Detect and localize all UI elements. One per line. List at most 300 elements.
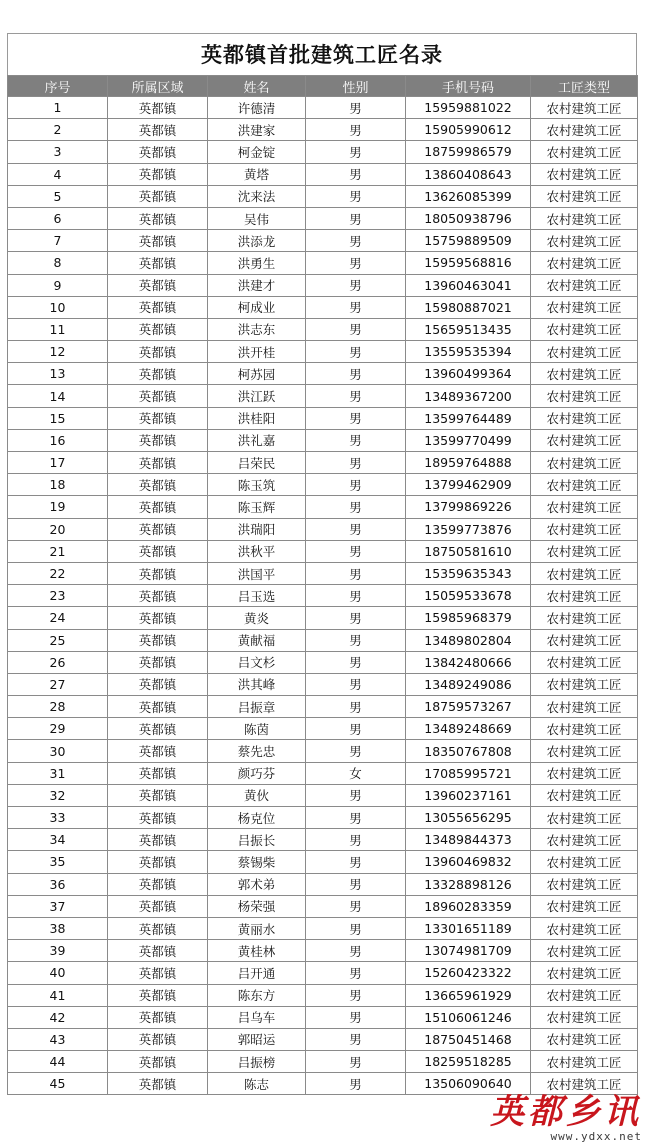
- cell-gender: 男: [306, 851, 406, 873]
- cell-craft-type: 农村建筑工匠: [531, 807, 638, 829]
- cell-region: 英都镇: [108, 962, 208, 984]
- cell-region: 英都镇: [108, 496, 208, 518]
- cell-craft-type: 农村建筑工匠: [531, 496, 638, 518]
- cell-name: 陈茵: [208, 718, 306, 740]
- cell-phone: 13665961929: [406, 984, 531, 1006]
- cell-name: 许德清: [208, 97, 306, 119]
- cell-name: 洪其峰: [208, 673, 306, 695]
- cell-name: 黄炎: [208, 607, 306, 629]
- cell-craft-type: 农村建筑工匠: [531, 740, 638, 762]
- table-row: [8, 429, 638, 451]
- table-row: [8, 185, 638, 207]
- cell-index: 23: [8, 585, 108, 607]
- cell-phone: 13860408643: [406, 163, 531, 185]
- cell-craft-type: 农村建筑工匠: [531, 851, 638, 873]
- cell-phone: 13489802804: [406, 629, 531, 651]
- cell-index: 28: [8, 696, 108, 718]
- cell-gender: 男: [306, 740, 406, 762]
- cell-region: 英都镇: [108, 651, 208, 673]
- table-row: [8, 518, 638, 540]
- cell-index: 12: [8, 341, 108, 363]
- cell-phone: 15759889509: [406, 230, 531, 252]
- cell-craft-type: 农村建筑工匠: [531, 163, 638, 185]
- cell-gender: 男: [306, 296, 406, 318]
- cell-craft-type: 农村建筑工匠: [531, 341, 638, 363]
- cell-name: 洪江跃: [208, 385, 306, 407]
- cell-name: 陈东方: [208, 984, 306, 1006]
- cell-region: 英都镇: [108, 185, 208, 207]
- cell-gender: 男: [306, 185, 406, 207]
- cell-craft-type: 农村建筑工匠: [531, 97, 638, 119]
- table-row: [8, 97, 638, 119]
- cell-phone: 13328898126: [406, 873, 531, 895]
- cell-region: 英都镇: [108, 97, 208, 119]
- cell-index: 18: [8, 474, 108, 496]
- cell-gender: 男: [306, 407, 406, 429]
- cell-craft-type: 农村建筑工匠: [531, 363, 638, 385]
- cell-index: 9: [8, 274, 108, 296]
- cell-index: 24: [8, 607, 108, 629]
- table-row: [8, 452, 638, 474]
- cell-region: 英都镇: [108, 230, 208, 252]
- cell-craft-type: 农村建筑工匠: [531, 1028, 638, 1050]
- cell-gender: 男: [306, 784, 406, 806]
- table-row: [8, 962, 638, 984]
- cell-phone: 13799462909: [406, 474, 531, 496]
- cell-region: 英都镇: [108, 762, 208, 784]
- cell-phone: 18259518285: [406, 1051, 531, 1073]
- cell-craft-type: 农村建筑工匠: [531, 429, 638, 451]
- table-row: [8, 1028, 638, 1050]
- column-header-gender: 性别: [306, 76, 406, 97]
- cell-gender: 男: [306, 452, 406, 474]
- cell-name: 吕振榜: [208, 1051, 306, 1073]
- watermark-logo: 英都乡讯: [490, 1092, 642, 1132]
- column-header-region: 所属区域: [108, 76, 208, 97]
- cell-index: 10: [8, 296, 108, 318]
- cell-craft-type: 农村建筑工匠: [531, 407, 638, 429]
- cell-index: 33: [8, 807, 108, 829]
- cell-craft-type: 农村建筑工匠: [531, 230, 638, 252]
- table-row: [8, 274, 638, 296]
- cell-name: 柯金锭: [208, 141, 306, 163]
- table-row: [8, 1006, 638, 1028]
- cell-region: 英都镇: [108, 629, 208, 651]
- cell-name: 洪志东: [208, 318, 306, 340]
- cell-craft-type: 农村建筑工匠: [531, 185, 638, 207]
- cell-region: 英都镇: [108, 1028, 208, 1050]
- cell-phone: 15359635343: [406, 562, 531, 584]
- cell-name: 陈志: [208, 1073, 306, 1095]
- cell-phone: 13301651189: [406, 917, 531, 939]
- table-row: [8, 940, 638, 962]
- cell-name: 黄丽水: [208, 917, 306, 939]
- cell-region: 英都镇: [108, 696, 208, 718]
- table-row: [8, 696, 638, 718]
- cell-craft-type: 农村建筑工匠: [531, 318, 638, 340]
- cell-phone: 13960469832: [406, 851, 531, 873]
- cell-region: 英都镇: [108, 141, 208, 163]
- cell-gender: 男: [306, 496, 406, 518]
- table-row: [8, 363, 638, 385]
- cell-name: 吕振长: [208, 829, 306, 851]
- cell-phone: 13960499364: [406, 363, 531, 385]
- cell-name: 洪礼嘉: [208, 429, 306, 451]
- cell-gender: 男: [306, 651, 406, 673]
- cell-name: 洪添龙: [208, 230, 306, 252]
- cell-region: 英都镇: [108, 252, 208, 274]
- cell-gender: 男: [306, 917, 406, 939]
- cell-index: 5: [8, 185, 108, 207]
- cell-craft-type: 农村建筑工匠: [531, 651, 638, 673]
- cell-phone: 18959764888: [406, 452, 531, 474]
- cell-phone: 13599770499: [406, 429, 531, 451]
- cell-index: 11: [8, 318, 108, 340]
- cell-phone: 13489249086: [406, 673, 531, 695]
- cell-phone: 15106061246: [406, 1006, 531, 1028]
- cell-phone: 13799869226: [406, 496, 531, 518]
- cell-index: 1: [8, 97, 108, 119]
- cell-index: 4: [8, 163, 108, 185]
- cell-region: 英都镇: [108, 163, 208, 185]
- cell-name: 郭术弟: [208, 873, 306, 895]
- cell-gender: 男: [306, 474, 406, 496]
- cell-name: 沈来法: [208, 185, 306, 207]
- cell-craft-type: 农村建筑工匠: [531, 585, 638, 607]
- cell-craft-type: 农村建筑工匠: [531, 829, 638, 851]
- table-row: [8, 784, 638, 806]
- table-row: [8, 585, 638, 607]
- table-row: [8, 296, 638, 318]
- cell-phone: 13489248669: [406, 718, 531, 740]
- cell-region: 英都镇: [108, 1006, 208, 1028]
- cell-name: 洪建才: [208, 274, 306, 296]
- cell-index: 13: [8, 363, 108, 385]
- cell-phone: 13960463041: [406, 274, 531, 296]
- cell-name: 吕荣民: [208, 452, 306, 474]
- cell-gender: 男: [306, 97, 406, 119]
- cell-index: 36: [8, 873, 108, 895]
- cell-phone: 13559535394: [406, 341, 531, 363]
- cell-region: 英都镇: [108, 807, 208, 829]
- table-row: [8, 718, 638, 740]
- cell-phone: 18759573267: [406, 696, 531, 718]
- cell-name: 黄献福: [208, 629, 306, 651]
- table-row: [8, 163, 638, 185]
- table-header: [8, 76, 638, 97]
- table-row: [8, 119, 638, 141]
- cell-craft-type: 农村建筑工匠: [531, 252, 638, 274]
- table-row: [8, 873, 638, 895]
- cell-index: 39: [8, 940, 108, 962]
- cell-gender: 男: [306, 585, 406, 607]
- cell-gender: 男: [306, 341, 406, 363]
- cell-gender: 男: [306, 629, 406, 651]
- cell-index: 38: [8, 917, 108, 939]
- column-header-name: 姓名: [208, 76, 306, 97]
- cell-craft-type: 农村建筑工匠: [531, 607, 638, 629]
- cell-phone: 15959881022: [406, 97, 531, 119]
- cell-index: 14: [8, 385, 108, 407]
- table-row: [8, 807, 638, 829]
- cell-craft-type: 农村建筑工匠: [531, 696, 638, 718]
- cell-phone: 18750451468: [406, 1028, 531, 1050]
- cell-region: 英都镇: [108, 429, 208, 451]
- cell-index: 7: [8, 230, 108, 252]
- cell-phone: 18960283359: [406, 895, 531, 917]
- cell-craft-type: 农村建筑工匠: [531, 474, 638, 496]
- cell-region: 英都镇: [108, 718, 208, 740]
- cell-name: 陈玉筑: [208, 474, 306, 496]
- cell-craft-type: 农村建筑工匠: [531, 873, 638, 895]
- cell-gender: 男: [306, 940, 406, 962]
- cell-phone: 18759986579: [406, 141, 531, 163]
- cell-gender: 男: [306, 607, 406, 629]
- cell-index: 16: [8, 429, 108, 451]
- table-body: [8, 97, 638, 1095]
- cell-name: 吕振章: [208, 696, 306, 718]
- table-row: [8, 562, 638, 584]
- cell-craft-type: 农村建筑工匠: [531, 962, 638, 984]
- table-row: [8, 407, 638, 429]
- cell-region: 英都镇: [108, 363, 208, 385]
- cell-gender: 男: [306, 895, 406, 917]
- cell-index: 27: [8, 673, 108, 695]
- cell-region: 英都镇: [108, 740, 208, 762]
- cell-phone: 13506090640: [406, 1073, 531, 1095]
- cell-gender: 男: [306, 1073, 406, 1095]
- cell-index: 22: [8, 562, 108, 584]
- craftsman-table: [7, 75, 638, 1095]
- table-row: [8, 917, 638, 939]
- cell-region: 英都镇: [108, 518, 208, 540]
- cell-phone: 15059533678: [406, 585, 531, 607]
- cell-craft-type: 农村建筑工匠: [531, 984, 638, 1006]
- column-header-craft-type: 工匠类型: [531, 76, 638, 97]
- cell-craft-type: 农村建筑工匠: [531, 718, 638, 740]
- table-row: [8, 895, 638, 917]
- cell-phone: 15985968379: [406, 607, 531, 629]
- cell-gender: 男: [306, 562, 406, 584]
- cell-region: 英都镇: [108, 784, 208, 806]
- cell-craft-type: 农村建筑工匠: [531, 1006, 638, 1028]
- cell-region: 英都镇: [108, 207, 208, 229]
- cell-craft-type: 农村建筑工匠: [531, 1051, 638, 1073]
- cell-index: 6: [8, 207, 108, 229]
- cell-index: 17: [8, 452, 108, 474]
- cell-phone: 13055656295: [406, 807, 531, 829]
- cell-craft-type: 农村建筑工匠: [531, 207, 638, 229]
- cell-index: 15: [8, 407, 108, 429]
- cell-index: 3: [8, 141, 108, 163]
- cell-name: 郭昭运: [208, 1028, 306, 1050]
- watermark: [490, 1094, 642, 1143]
- cell-index: 21: [8, 540, 108, 562]
- cell-name: 吕乌车: [208, 1006, 306, 1028]
- cell-region: 英都镇: [108, 540, 208, 562]
- table-row: [8, 230, 638, 252]
- cell-region: 英都镇: [108, 296, 208, 318]
- cell-index: 45: [8, 1073, 108, 1095]
- cell-phone: 15659513435: [406, 318, 531, 340]
- cell-name: 洪国平: [208, 562, 306, 584]
- cell-phone: 15260423322: [406, 962, 531, 984]
- table-row: [8, 318, 638, 340]
- table-row: [8, 474, 638, 496]
- cell-phone: 18050938796: [406, 207, 531, 229]
- cell-index: 41: [8, 984, 108, 1006]
- cell-gender: 男: [306, 429, 406, 451]
- table-row: [8, 385, 638, 407]
- cell-gender: 男: [306, 230, 406, 252]
- cell-gender: 男: [306, 207, 406, 229]
- cell-phone: 13489367200: [406, 385, 531, 407]
- cell-craft-type: 农村建筑工匠: [531, 673, 638, 695]
- cell-phone: 13626085399: [406, 185, 531, 207]
- cell-name: 蔡先忠: [208, 740, 306, 762]
- cell-index: 25: [8, 629, 108, 651]
- cell-gender: 男: [306, 673, 406, 695]
- cell-region: 英都镇: [108, 851, 208, 873]
- table-row: [8, 607, 638, 629]
- cell-craft-type: 农村建筑工匠: [531, 917, 638, 939]
- cell-phone: 15980887021: [406, 296, 531, 318]
- cell-name: 洪勇生: [208, 252, 306, 274]
- cell-index: 32: [8, 784, 108, 806]
- cell-gender: 男: [306, 696, 406, 718]
- cell-index: 35: [8, 851, 108, 873]
- table-row: [8, 252, 638, 274]
- cell-name: 吴伟: [208, 207, 306, 229]
- cell-gender: 男: [306, 163, 406, 185]
- cell-gender: 男: [306, 119, 406, 141]
- cell-craft-type: 农村建筑工匠: [531, 562, 638, 584]
- cell-gender: 男: [306, 829, 406, 851]
- cell-name: 黄桂林: [208, 940, 306, 962]
- table-row: [8, 829, 638, 851]
- table-row: [8, 1051, 638, 1073]
- cell-name: 吕文杉: [208, 651, 306, 673]
- table-row: [8, 341, 638, 363]
- cell-name: 洪开桂: [208, 341, 306, 363]
- table-row: [8, 540, 638, 562]
- cell-index: 43: [8, 1028, 108, 1050]
- cell-name: 杨荣强: [208, 895, 306, 917]
- cell-gender: 男: [306, 962, 406, 984]
- column-header-index: 序号: [8, 76, 108, 97]
- cell-name: 蔡锡柴: [208, 851, 306, 873]
- cell-region: 英都镇: [108, 829, 208, 851]
- cell-gender: 男: [306, 141, 406, 163]
- cell-region: 英都镇: [108, 940, 208, 962]
- cell-region: 英都镇: [108, 984, 208, 1006]
- cell-name: 黄伙: [208, 784, 306, 806]
- cell-name: 洪瑞阳: [208, 518, 306, 540]
- cell-region: 英都镇: [108, 474, 208, 496]
- cell-phone: 13960237161: [406, 784, 531, 806]
- cell-region: 英都镇: [108, 585, 208, 607]
- cell-phone: 13489844373: [406, 829, 531, 851]
- cell-name: 吕玉选: [208, 585, 306, 607]
- cell-phone: 13074981709: [406, 940, 531, 962]
- cell-gender: 男: [306, 385, 406, 407]
- cell-region: 英都镇: [108, 607, 208, 629]
- table-row: [8, 629, 638, 651]
- table-row: [8, 496, 638, 518]
- cell-name: 洪秋平: [208, 540, 306, 562]
- cell-name: 陈玉辉: [208, 496, 306, 518]
- cell-name: 吕开通: [208, 962, 306, 984]
- cell-craft-type: 农村建筑工匠: [531, 385, 638, 407]
- cell-craft-type: 农村建筑工匠: [531, 141, 638, 163]
- cell-craft-type: 农村建筑工匠: [531, 940, 638, 962]
- cell-craft-type: 农村建筑工匠: [531, 452, 638, 474]
- cell-index: 42: [8, 1006, 108, 1028]
- cell-index: 20: [8, 518, 108, 540]
- cell-region: 英都镇: [108, 917, 208, 939]
- table-row: [8, 673, 638, 695]
- cell-region: 英都镇: [108, 873, 208, 895]
- table-row: [8, 984, 638, 1006]
- table-row: [8, 740, 638, 762]
- cell-gender: 男: [306, 1051, 406, 1073]
- cell-gender: 男: [306, 718, 406, 740]
- cell-index: 37: [8, 895, 108, 917]
- cell-gender: 男: [306, 274, 406, 296]
- cell-index: 31: [8, 762, 108, 784]
- cell-index: 30: [8, 740, 108, 762]
- cell-phone: 17085995721: [406, 762, 531, 784]
- watermark-url: www.ydxx.net: [550, 1130, 642, 1143]
- cell-region: 英都镇: [108, 274, 208, 296]
- page-title: 英都镇首批建筑工匠名录: [7, 33, 637, 75]
- cell-gender: 女: [306, 762, 406, 784]
- cell-phone: 18750581610: [406, 540, 531, 562]
- roster-sheet: [7, 33, 637, 1095]
- cell-craft-type: 农村建筑工匠: [531, 119, 638, 141]
- cell-phone: 13842480666: [406, 651, 531, 673]
- table-row: [8, 851, 638, 873]
- cell-name: 黄塔: [208, 163, 306, 185]
- cell-region: 英都镇: [108, 119, 208, 141]
- table-row: [8, 141, 638, 163]
- cell-region: 英都镇: [108, 385, 208, 407]
- cell-region: 英都镇: [108, 562, 208, 584]
- cell-phone: 15959568816: [406, 252, 531, 274]
- cell-index: 19: [8, 496, 108, 518]
- cell-gender: 男: [306, 318, 406, 340]
- cell-phone: 13599773876: [406, 518, 531, 540]
- cell-index: 2: [8, 119, 108, 141]
- cell-gender: 男: [306, 873, 406, 895]
- cell-craft-type: 农村建筑工匠: [531, 540, 638, 562]
- cell-name: 杨克位: [208, 807, 306, 829]
- cell-gender: 男: [306, 518, 406, 540]
- cell-name: 洪建家: [208, 119, 306, 141]
- cell-region: 英都镇: [108, 407, 208, 429]
- cell-craft-type: 农村建筑工匠: [531, 1073, 638, 1095]
- cell-craft-type: 农村建筑工匠: [531, 895, 638, 917]
- cell-index: 29: [8, 718, 108, 740]
- cell-gender: 男: [306, 252, 406, 274]
- cell-name: 柯成业: [208, 296, 306, 318]
- cell-index: 8: [8, 252, 108, 274]
- cell-name: 颜巧芬: [208, 762, 306, 784]
- cell-index: 40: [8, 962, 108, 984]
- cell-region: 英都镇: [108, 1073, 208, 1095]
- cell-craft-type: 农村建筑工匠: [531, 784, 638, 806]
- cell-gender: 男: [306, 807, 406, 829]
